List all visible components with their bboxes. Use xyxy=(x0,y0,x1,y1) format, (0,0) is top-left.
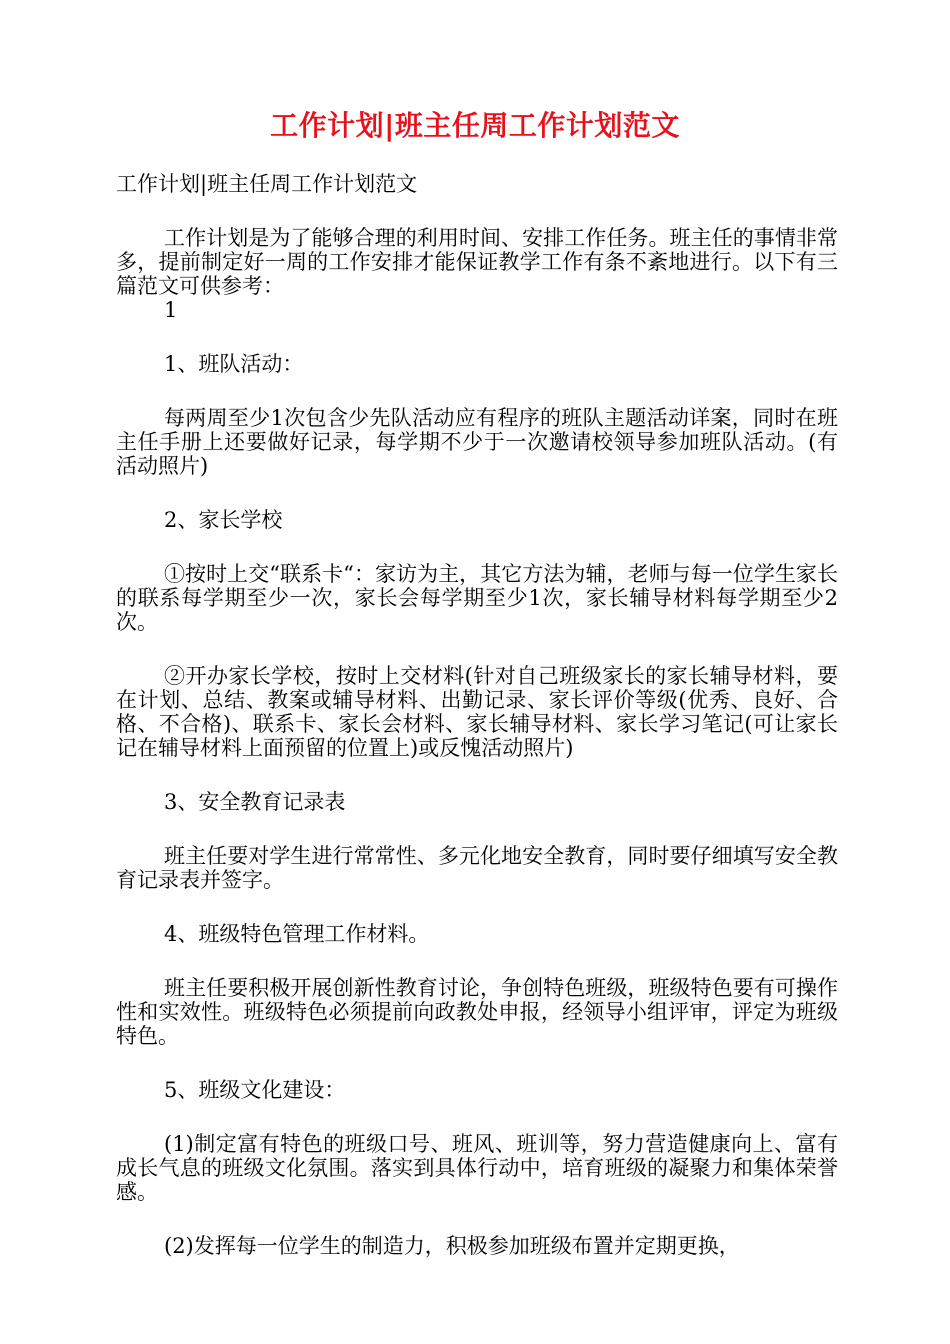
section-heading: 2、家长学校 xyxy=(164,508,283,532)
paragraph: 班主任要对学生进行常常性、多元化地安全教育，同时要仔细填写安全教育记录表并签字。 xyxy=(116,844,838,892)
paragraph: 每两周至少1次包含少先队活动应有程序的班队主题活动详案，同时在班主任手册上还要做好记录，每学期不少于一次邀请校领导参加班队活动。(有活动照片) xyxy=(116,406,838,478)
document-body xyxy=(116,172,838,1258)
section-heading: 4、班级特色管理工作材料。 xyxy=(164,922,430,946)
paragraph: ②开办家长学校，按时上交材料(针对自己班级家长的家长辅导材料，要在计划、总结、教案或辅导材料、出勤记录、家长评价等级(优秀、良好、合格、不合格)、联系卡、家长会材料、家长辅导材料、家长学习笔记(可让家长记在辅导材料上面预留的位置上)或反愧活动照片) xyxy=(116,664,838,760)
section-heading: 5、班级文化建设： xyxy=(164,1078,346,1102)
paragraph: 班主任要积极开展创新性教育讨论，争创特色班级，班级特色要有可操作性和实效性。班级特色必须提前向政教处申报，经领导小组评审，评定为班级特色。 xyxy=(116,976,838,1048)
section-number: 1 xyxy=(164,298,178,322)
paragraph: ①按时上交“联系卡“：家访为主，其它方法为辅，老师与每一位学生家长的联系每学期至少一次，家长会每学期至少1次，家长辅导材料每学期至少2次。 xyxy=(116,562,838,634)
section-heading: 3、安全教育记录表 xyxy=(164,790,346,814)
paragraph: (2)发挥每一位学生的制造力，积极参加班级布置并定期更换， xyxy=(164,1234,740,1258)
document-title: 工作计划|班主任周工作计划范文 xyxy=(270,109,680,142)
paragraph: (1)制定富有特色的班级口号、班风、班训等，努力营造健康向上、富有成长气息的班级文化氛围。落实到具体行动中，培育班级的凝聚力和集体荣誉感。 xyxy=(116,1132,838,1204)
document-subtitle: 工作计划|班主任周工作计划范文 xyxy=(116,172,418,196)
intro-paragraph: 工作计划是为了能够合理的利用时间、安排工作任务。班主任的事情非常多，提前制定好一周的工作安排才能保证教学工作有条不紊地进行。以下有三篇范文可供参考： xyxy=(116,226,838,298)
section-heading: 1、班队活动： xyxy=(164,352,304,376)
